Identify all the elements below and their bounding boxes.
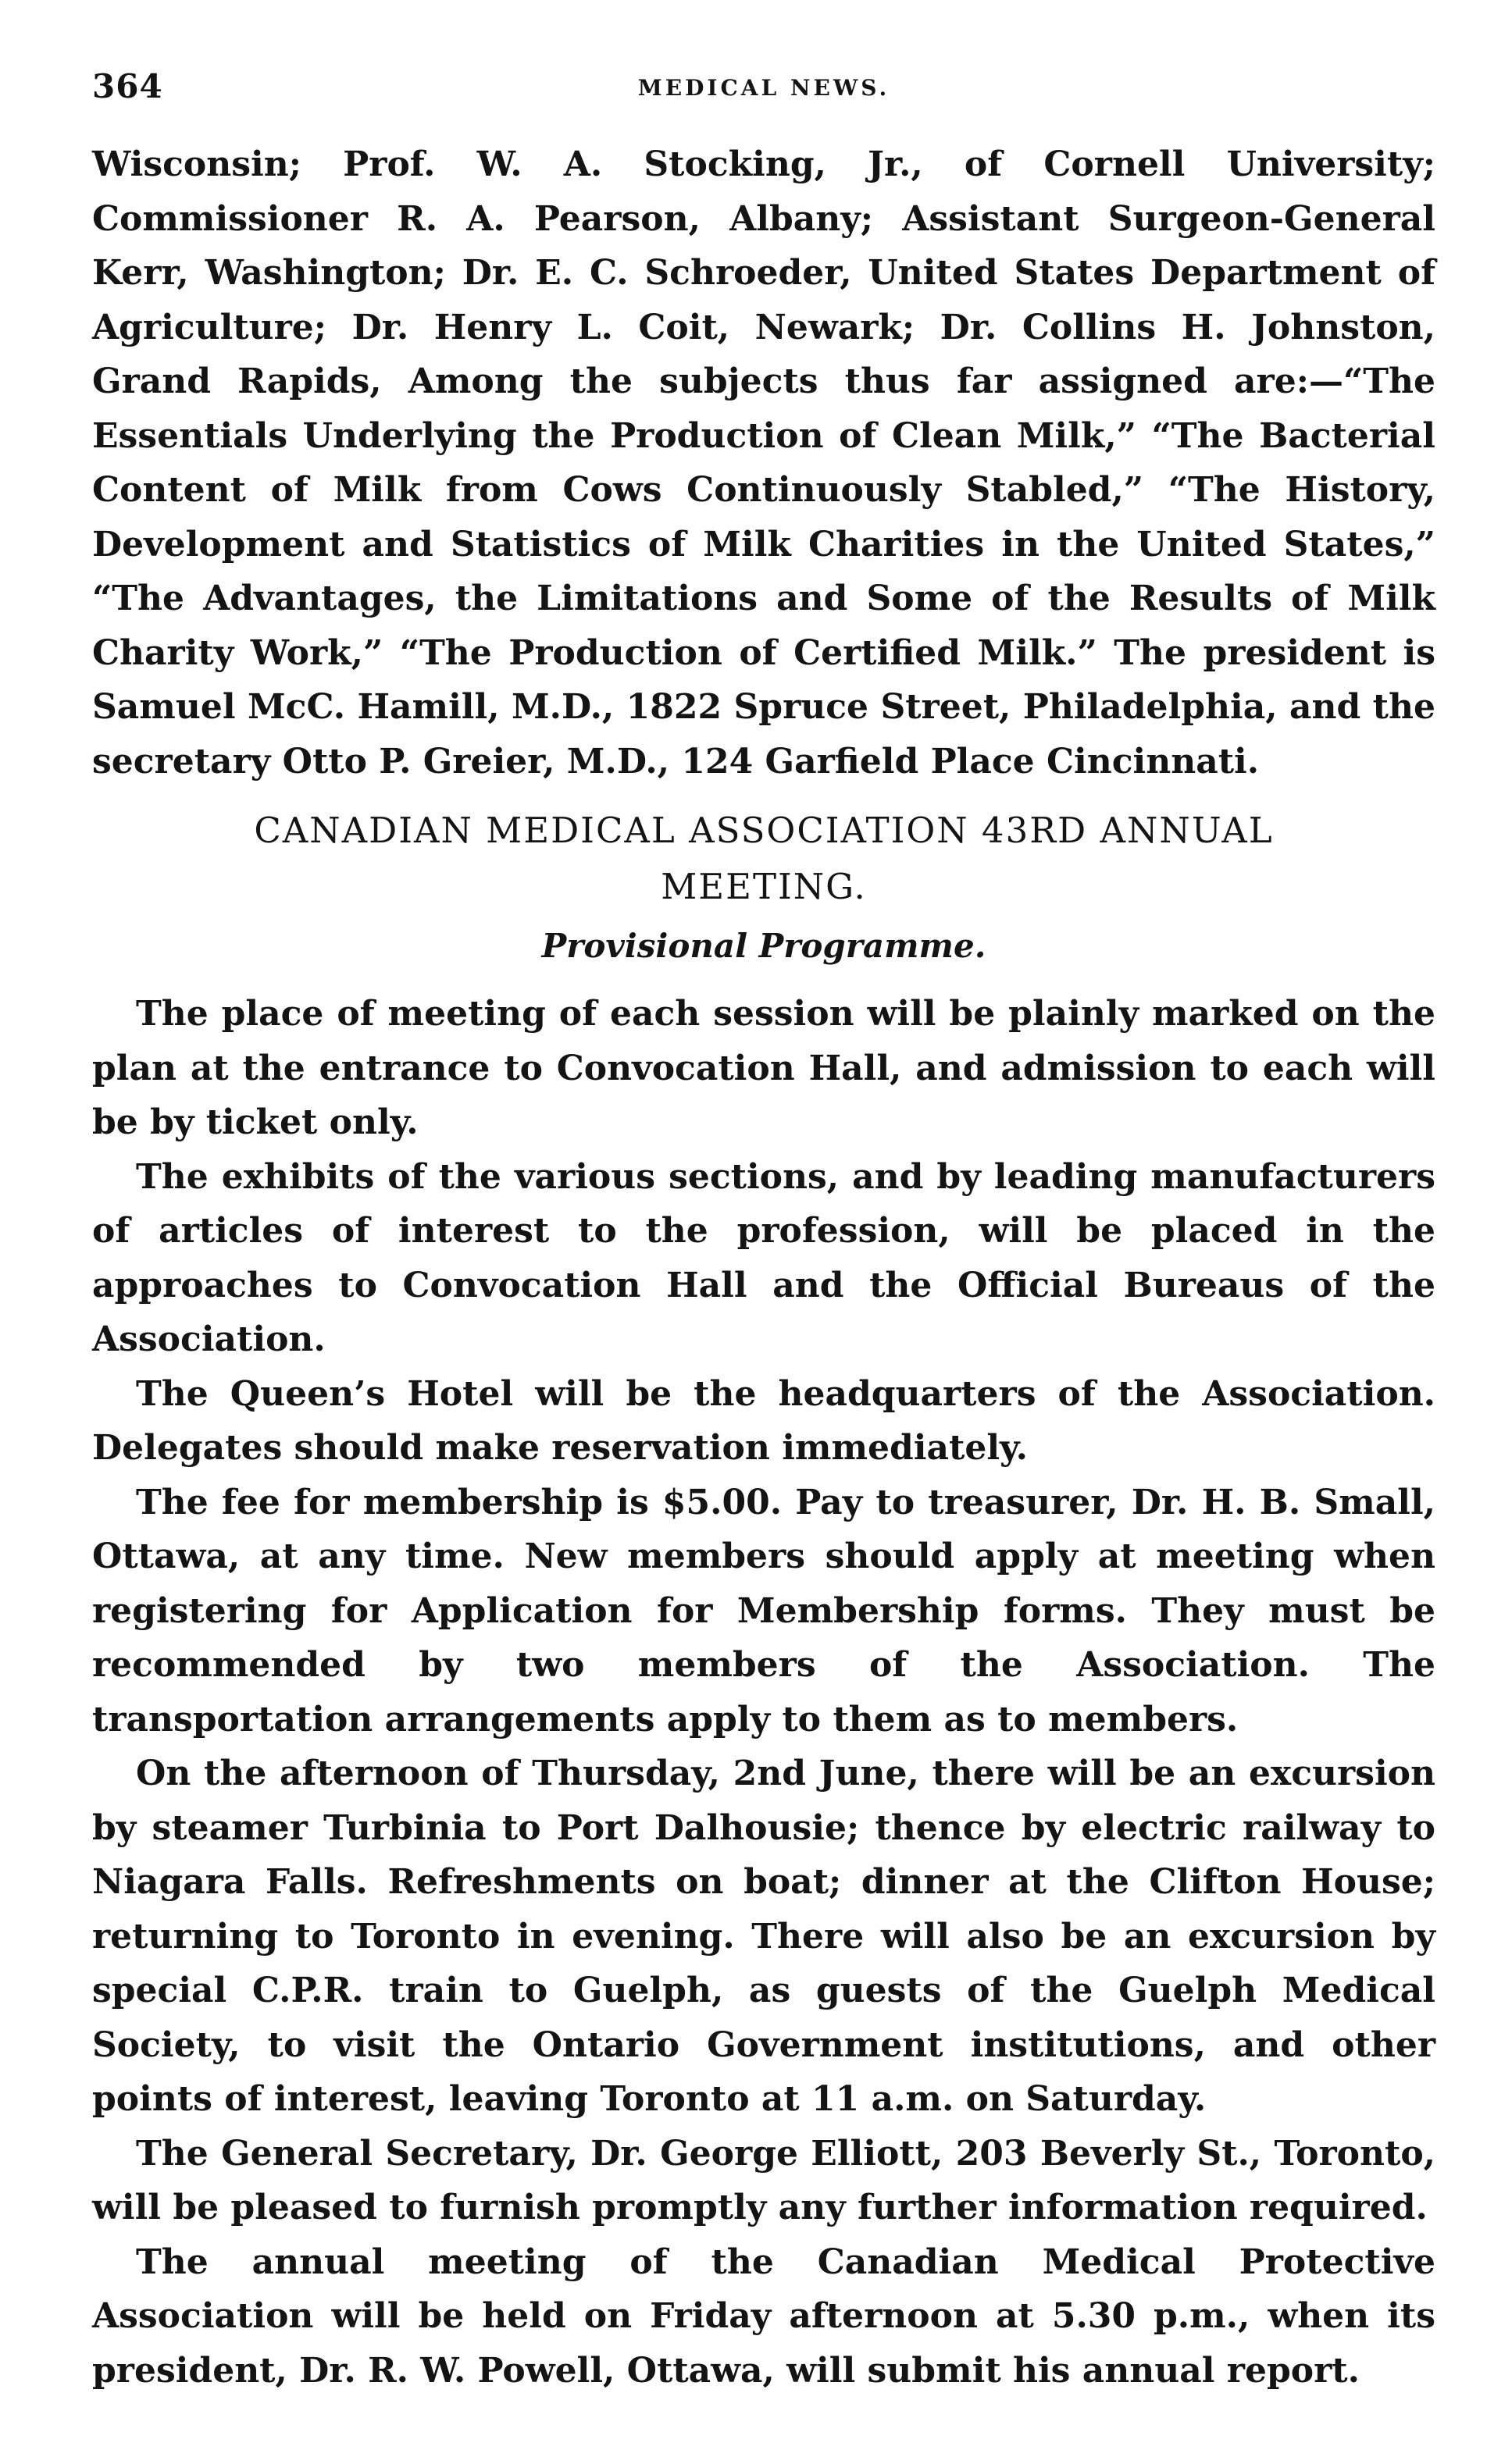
- section-subtitle: Provisional Programme.: [541, 927, 986, 965]
- paragraph-exhibits: The exhibits of the various sections, and by leading manufacturers of articles of interest to the profession, will be placed in the approaches to Convocation Hall and the Official Bureaus of the Association.: [92, 1156, 1435, 1359]
- running-head: [92, 67, 1435, 123]
- running-title: MEDICAL NEWS.: [637, 75, 890, 101]
- section-title-line-1: CANADIAN MEDICAL ASSOCIATION 43RD ANNUAL: [254, 810, 1274, 851]
- paragraph-general-secretary: The General Secretary, Dr. George Elliott, 203 Beverly St., Toronto, will be pleased to furnish promptly any further information required.: [92, 2133, 1435, 2227]
- paragraph-meeting-place: The place of meeting of each session will be plainly marked on the plan at the entrance to Convocation Hall, and admission to each will be by ticket only.: [92, 994, 1435, 1142]
- intro-paragraph: Wisconsin; Prof. W. A. Stocking, Jr., of Cornell University; Commissioner R. A. Pearson, Albany; Assistant Surgeon-General Kerr, Washington; Dr. E. C. Schroeder, United States Department of Agriculture; Dr. Henry L. Coit, Newark; Dr. Collins H. Johnston, Grand Rapids, Among the subjects thus far assigned are:—“The Essentials Underlying the Production of Clean Milk,” “The Bacterial Content of Milk from Cows Continuously Stabled,” “The History, Development and Statistics of Milk Charities in the United States,” “The Advantages, the Limitations and Some of the Results of Milk Charity Work,” “The Production of Certified Milk.” The president is Samuel McC. Hamill, M.D., 1822 Spruce Street, Philadelphia, and the secretary Otto P. Greier, M.D., 124 Garfield Place Cincinnati.: [92, 144, 1435, 782]
- section-heading: [92, 803, 1435, 915]
- paragraph-excursions: On the afternoon of Thursday, 2nd June, there will be an excursion by steamer Turbinia to Port Dalhousie; thence by electric railway to Niagara Falls. Refreshments on boat; dinner at the Clifton House; returning to Toronto in evening. There will also be an excursion by special C.P.R. train to Guelph, as guests of the Guelph Medical Society, to visit the Ontario Government institutions, and other points of interest, leaving Toronto at 11 a.m. on Saturday.: [92, 1754, 1435, 2119]
- page-number: 364: [92, 67, 163, 105]
- document-page: [92, 67, 1435, 2398]
- paragraph-headquarters: The Queen’s Hotel will be the headquarters of the Association. Delegates should make reservation immediately.: [92, 1373, 1435, 1468]
- section-title-line-2: MEETING.: [661, 866, 867, 907]
- paragraph-protective-association: The annual meeting of the Canadian Medical Protective Association will be held on Friday afternoon at 5.30 p.m., when its president, Dr. R. W. Powell, Ottawa, will submit his annual report.: [92, 2241, 1435, 2391]
- paragraph-membership-fee: The fee for membership is $5.00. Pay to treasurer, Dr. H. B. Small, Ottawa, at any time. New members should apply at meeting when registering for Application for Membership forms. They must be recommended by two members of the Association. The transportation arrangements apply to them as to members.: [92, 1482, 1435, 1739]
